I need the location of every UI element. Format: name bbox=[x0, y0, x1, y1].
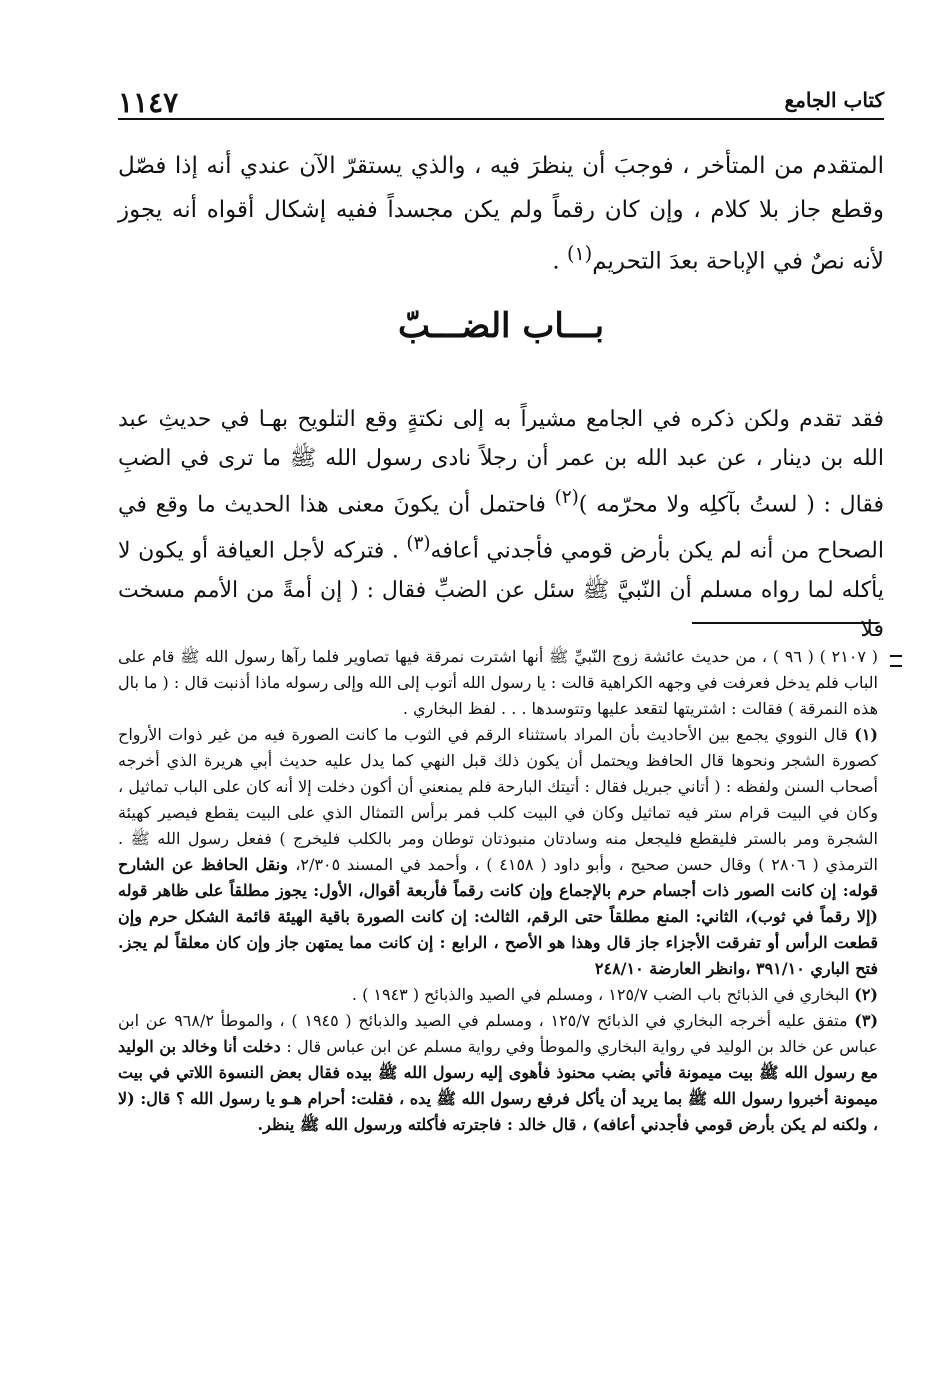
footnote-3 bbox=[118, 1008, 878, 1138]
footnote-3-text: متفق عليه أخرجه البخاري في الذبائح ١٢٥/٧ ، ومسلم في الصيد والذبائح ( ١٩٤٥ ) ، والموطأ ٩٦٨/٢ عن ابن عباس عن خالد بن الوليد في رواية البخاري والموطأ وفي رواية مسلم عن ابن عباس قال : bbox=[118, 1011, 879, 1056]
footnote-1-text: قال النووي يجمع بين الأحاديث بأن المراد باستثناء الرقم في الثوب ما كانت الصورة فيه من غير ذوات الأرواح كصورة الشجر ونحوها قال الحافظ ويحتمل أن يكون ذلك قبل النهي كما يدل عليه حديث أبي هريرة الذي أخرجه أصحاب السنن ولفظه : ( أتاني جبريل فقال : أتيتك البارحة فلم يمنعني أن أكون دخلت إلا أنه كان على الباب تماثيل ، وكان في البيت قرام ستر فيه تماثيل وكان في البيت كلب فمر برأس التمثال الذي على البيت يقطع فيصير كهيئة الشجرة ومر بالستر فليقطع فليجعل منه وسادتان منبوذتان توطان ومر بالكلب فليخرج ) ففعل رسول الله ﷺ . الترمذي ( ٢٨٠٦ ) وقال حسن صحيح ، وأبو داود ( ٤١٥٨ ) ، وأحمد في المسند ٢/٣٠٥، bbox=[118, 725, 879, 874]
footnote-divider bbox=[692, 622, 878, 624]
footnote-1-label: (١) bbox=[854, 725, 878, 744]
page-number: ١١٤٧ bbox=[118, 86, 179, 119]
footnote-ref-3: (٣) bbox=[406, 533, 431, 555]
section-text-c: . فتركه لأجل العيافة أو يكون لا يأكله لما رواه مسلم أن النّبيَّ ﷺ سئل عن الضبِّ فقال : ( إن أمةً من الأمم مسخت فلا bbox=[118, 538, 884, 642]
footnote-2-text: البخاري في الذبائح باب الضب ١٢٥/٧ ، ومسلم في الصيد والذبائح ( ١٩٤٣ ) . bbox=[351, 985, 855, 1004]
page-header bbox=[118, 84, 884, 120]
footnote-ref-1: (١) bbox=[566, 242, 593, 265]
body-paragraph-end: . bbox=[552, 248, 567, 275]
section-paragraph bbox=[118, 400, 884, 649]
footnote-3-label: (٣) bbox=[854, 1011, 879, 1030]
footnote-continuation: ( ٢١٠٧ ) ( ٩٦ ) ، من حديث عائشة زوج النّبيِّ ﷺ أنها اشترت نمرقة فيها تصاوير فلما رآها رسول الله ﷺ قام على الباب فلم يدخل فعرفت في وجهه الكراهية قالت : يا رسول الله أتوب إلى الله وإلى رسوله ماذا أذنبت قال : ( ما بال هذه النمرقة ) فقالت : اشتريتها لتقعد عليها وتتوسدها . . . لفظ البخاري . bbox=[117, 647, 878, 718]
footnotes-section bbox=[118, 644, 878, 1138]
footnote-2-label: (٢) bbox=[854, 985, 878, 1004]
margin-mark bbox=[890, 655, 902, 667]
footnote-2 bbox=[118, 982, 878, 1008]
chapter-heading: بـــاب الضـــبّ bbox=[397, 306, 605, 346]
body-paragraph bbox=[118, 144, 884, 284]
footnote-1 bbox=[118, 722, 878, 982]
footnote-3-bold-text: دخلت أنا وخالد بن الوليد مع رسول الله ﷺ بيت ميمونة فأتي بضب محنوذ فأهوى إليه رسول الله ﷺ بيده فقال بعض النسوة اللاتي في بيت ميمونة أخبروا رسول الله ﷺ بما يريد أن يأكل فرفع رسول الله ﷺ يده ، فقلت: أحرام هـو يا رسول الله ؟ قال: (لا ، ولكنه لم يكن بأرض قومي فأجدني أعافه) ، قال خالد : فاجترته فأكلته ورسول الله ﷺ ينظر. bbox=[118, 1037, 878, 1134]
footnote-ref-2: (٢) bbox=[554, 487, 579, 508]
footnote-1-bold-text: ونقل الحافظ عن الشارح قوله: إن كانت الصور ذات أجسام حرم بالإجماع وإن كانت رقماً فأربعة أقوال، الأول: يجوز مطلقاً على ظاهر قوله (إلا رقماً في ثوب)، الثاني: المنع مطلقاً حتى الرقم، الثالث: إن كانت الصورة باقية الهيئة قائمة الشكل حرم وإن قطعت الرأس أو تفرقت الأجزاء جاز قال وهذا هو الأصح ، الرابع : إن كانت مما يمتهن جاز وإن كان معلقاً لم يجز. فتح الباري ٣٩١/١٠ ،وانظر العارضة ٢٤٨/١٠ bbox=[118, 855, 878, 978]
section-text-a: فقد تقدم ولكن ذكره في الجامع مشيراً به إلى نكتةٍ وقع التلويح بهـا في حديثِ عبد الله بن دينار ، عن عبد الله بن عمر أن رجلاً نادى رسول الله ﷺ ما ترى في الضبِ فقال : ( لستُ بآكلِه ولا محرّمه ) bbox=[118, 407, 884, 518]
section-text-b: فاحتمل أن يكونَ معنى هذا الحديث ما وقع في الصحاح من أنه لم يكن بأرض قومي فأجدني أعافه bbox=[118, 492, 884, 564]
running-title: كتاب الجامع bbox=[784, 88, 884, 112]
body-paragraph-text: المتقدم من المتأخر ، فوجبَ أن ينظرَ فيه ، والذي يستقرّ الآن عندي أنه إذا فصّل وقطع جاز بلا كلام ، وإن كان رقماً ولم يكن مجسداً ففيه إشكال أقواه أنه يجوز لأنه نصٌ في الإباحة بعدَ التحريم bbox=[118, 153, 884, 275]
